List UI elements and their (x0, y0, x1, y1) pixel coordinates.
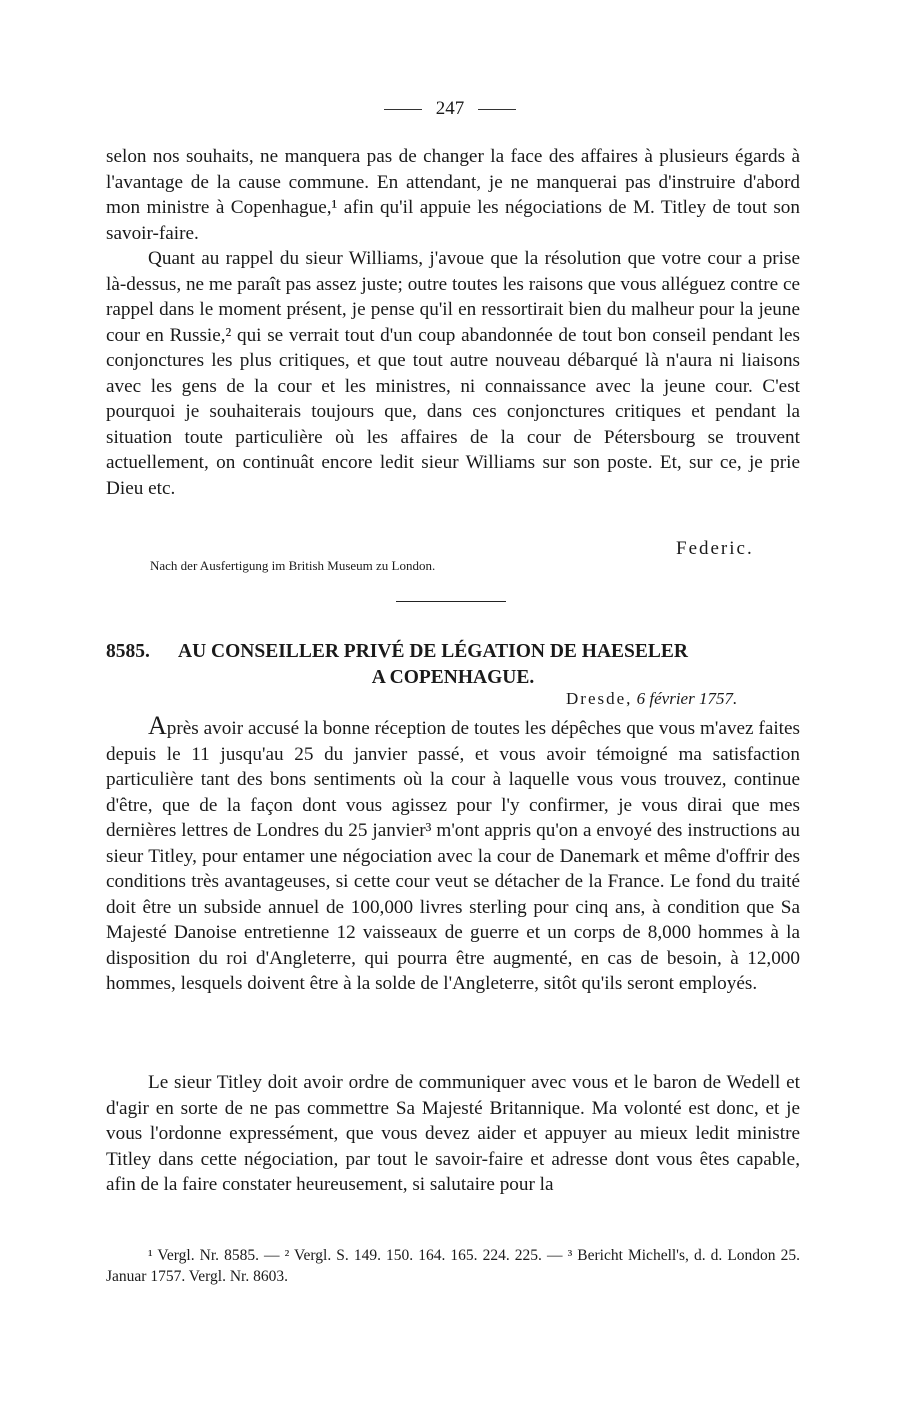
page-number-dash-right (478, 109, 516, 110)
paragraph-4: Le sieur Titley doit avoir ordre de communiquer avec vous et le baron de Wedell et d'agir en sorte de ne pas commettre Sa Majesté Britannique. Ma volonté est donc, et je vous l'ordonne expressément, que vous devez aider et appuyer au mieux ledit ministre Titley dans cette négociation, par tout le savoir-faire et adresse dont vous êtes capable, afin de la faire constater heureusement, si salutaire pour la (106, 1072, 800, 1195)
paragraph-2: Quant au rappel du sieur Williams, j'avoue que la résolution que votre cour a prise là-dessus, ne me paraît pas assez juste; outre toutes les raisons que vous alléguez contre ce rappel dans le moment présent, je pense qu'il en ressortirait bien du malheur pour la jeune cour en Russie,² qui se verrait tout d'un coup abandonnée de tout bon conseil pendant les conjonctures les plus critiques, et que tout autre nouveau débarqué là n'aura ni liaisons avec les gens de la cour et les ministres, ni connaissance avec la jeune cour. C'est pourquoi je souhaiterais toujours que, dans ces conjonctures critiques et pendant la situation toute particulière où les affaires de la cour de Pétersbourg se trouvent actuellement, on continuât encore ledit sieur Williams sur son poste. Et, sur ce, je prie Dieu etc. (106, 248, 800, 499)
section-separator (396, 601, 506, 602)
dateline-date: 6 février 1757. (636, 689, 738, 708)
heading-line-2: A COPENHAGUE. (371, 667, 535, 688)
heading-line-1: AU CONSEILLER PRIVÉ DE LÉGATION DE HAESELER (178, 641, 688, 662)
page-number-dash-left (384, 109, 422, 110)
source-note: Nach der Ausfertigung im British Museum zu London. (150, 558, 436, 573)
paragraph-3-initial: A (148, 711, 167, 740)
paragraph-3-text: près avoir accusé la bonne réception de toutes les dépêches que vous m'avez faites depuis le 11 jusqu'au 25 du janvier passé, et vous avoir témoigné ma satisfaction particulière tant des bons sentiments où la cour à laquelle vous vous trouvez, continue d'être, que de la façon dont vous agissez pour l'y confirmer, je vous dirai que mes dernières lettres de Londres du 25 janvier³ m'ont appris qu'on a envoyé des instructions au sieur Titley, pour entamer une négociation avec la cour de Danemark et même d'offrir des conditions très avantageuses, si cette cour veut se détacher de la France. Le fond du traité doit être un subside annuel de 100,000 livres sterling pour cinq ans, à condition que Sa Majesté Danoise entretienne 12 vaisseaux de guerre et un corps de 8,000 hommes à la disposition du roi d'Angleterre, qui pourra être augmenté, en cas de besoin, à 12,000 hommes, lesquels doivent être à la solde de l'Angleterre, sitôt qu'ils seront employés. (106, 718, 800, 994)
dateline-place: Dresde, (566, 689, 633, 708)
footnotes: ¹ Vergl. Nr. 8585. — ² Vergl. S. 149. 150. 164. 165. 224. 225. — ³ Bericht Michell's, d. d. London 25. Januar 1757. Vergl. Nr. 8603. (106, 1247, 800, 1285)
paragraph-1: selon nos souhaits, ne manquera pas de changer la face des affaires à plusieurs égards à l'avantage de la cause commune. En attendant, je ne manquerai pas d'instruire d'abord mon ministre à Copenhague,¹ afin qu'il appuie les négociations de M. Titley de tout son savoir-faire. (106, 146, 800, 244)
letter-heading (106, 639, 800, 691)
letter-number: 8585. (106, 641, 150, 662)
dateline (566, 688, 737, 710)
page-number (0, 97, 900, 121)
page-number-text: 247 (435, 98, 465, 119)
signature: Federic. (676, 538, 754, 559)
paragraph-3 (106, 713, 800, 997)
